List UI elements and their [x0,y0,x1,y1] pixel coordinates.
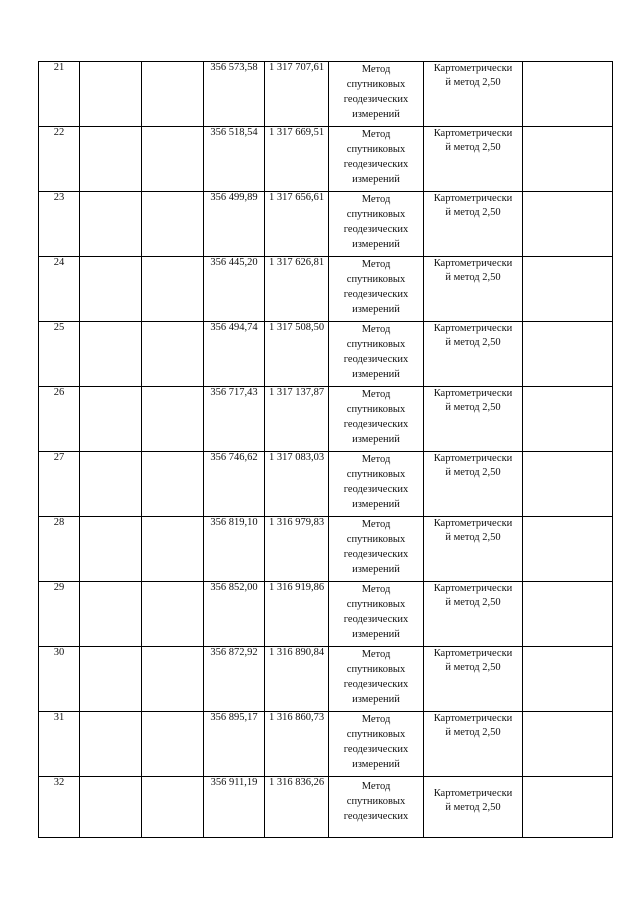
empty-cell [523,192,613,257]
accuracy-cell [424,517,523,582]
method-line: геодезических [343,289,409,300]
empty-cell [523,777,613,838]
method-line: Метод [361,324,391,335]
table-row [39,647,613,712]
method-line: Метод [361,649,391,660]
x-coordinate-cell: 356 872,92 [204,647,265,712]
point-number-cell: 26 [39,387,80,452]
empty-cell [142,127,204,192]
x-coordinate-cell: 356 746,62 [204,452,265,517]
empty-cell [523,322,613,387]
table-row [39,62,613,127]
point-number-cell: 32 [39,777,80,838]
accuracy-line: й метод 2,50 [445,727,501,738]
x-coordinate-cell: 356 518,54 [204,127,265,192]
y-coordinate-cell: 1 317 707,61 [265,62,329,127]
table-row [39,387,613,452]
empty-cell [80,647,142,712]
y-coordinate-cell: 1 317 137,87 [265,387,329,452]
accuracy-line: й метод 2,50 [445,402,501,413]
empty-cell [142,322,204,387]
empty-cell [142,517,204,582]
y-coordinate-cell: 1 316 979,83 [265,517,329,582]
empty-cell [80,582,142,647]
method-line: геодезических [343,744,409,755]
empty-cell [142,62,204,127]
method-line: спутниковых [346,79,406,90]
y-coordinate-cell: 1 317 656,61 [265,192,329,257]
coordinates-table [38,61,613,838]
method-line: геодезических [343,354,409,365]
accuracy-line: Картометрически [433,648,513,659]
method-line: спутниковых [346,404,406,415]
method-line: измерений [352,759,400,770]
method-cell [329,192,424,257]
point-number-cell: 21 [39,62,80,127]
empty-cell [523,257,613,322]
accuracy-line: Картометрически [433,193,513,204]
method-line: спутниковых [346,209,406,220]
point-number-cell: 23 [39,192,80,257]
empty-cell [142,777,204,838]
empty-cell [142,647,204,712]
accuracy-line: й метод 2,50 [445,207,501,218]
method-line: Метод [361,389,391,400]
method-line: геодезических [343,679,409,690]
method-line: спутниковых [346,144,406,155]
point-number-cell: 27 [39,452,80,517]
accuracy-cell [424,127,523,192]
accuracy-cell [424,647,523,712]
y-coordinate-cell: 1 316 860,73 [265,712,329,777]
accuracy-line: Картометрически [433,388,513,399]
accuracy-line: й метод 2,50 [445,532,501,543]
method-line: измерений [352,174,400,185]
table-body [39,62,613,838]
x-coordinate-cell: 356 717,43 [204,387,265,452]
method-cell [329,257,424,322]
method-line: геодезических [343,419,409,430]
method-line: спутниковых [346,534,406,545]
method-line: Метод [361,714,391,725]
empty-cell [523,452,613,517]
point-number-cell: 22 [39,127,80,192]
accuracy-line: й метод 2,50 [445,77,501,88]
method-line: Метод [361,519,391,530]
accuracy-cell [424,582,523,647]
method-line: Метод [361,259,391,270]
method-line: измерений [352,694,400,705]
empty-cell [142,582,204,647]
empty-cell [80,777,142,838]
point-number-cell: 31 [39,712,80,777]
accuracy-line: Картометрически [433,583,513,594]
accuracy-line: й метод 2,50 [445,802,501,813]
accuracy-line: Картометрически [433,788,513,799]
method-cell [329,452,424,517]
method-line: Метод [361,194,391,205]
point-number-cell: 24 [39,257,80,322]
x-coordinate-cell: 356 573,58 [204,62,265,127]
point-number-cell: 30 [39,647,80,712]
method-cell [329,387,424,452]
method-line: геодезических [343,549,409,560]
y-coordinate-cell: 1 317 626,81 [265,257,329,322]
x-coordinate-cell: 356 494,74 [204,322,265,387]
method-line: измерений [352,239,400,250]
accuracy-line: й метод 2,50 [445,597,501,608]
y-coordinate-cell: 1 316 919,86 [265,582,329,647]
table-row [39,257,613,322]
empty-cell [523,647,613,712]
method-line: измерений [352,564,400,575]
point-number-cell: 25 [39,322,80,387]
method-line: измерений [352,499,400,510]
method-line: спутниковых [346,729,406,740]
x-coordinate-cell: 356 852,00 [204,582,265,647]
accuracy-cell [424,777,523,838]
method-cell [329,127,424,192]
table-row [39,192,613,257]
accuracy-line: й метод 2,50 [445,337,501,348]
table-row [39,777,613,838]
accuracy-line: Картометрически [433,713,513,724]
accuracy-cell [424,452,523,517]
table-row [39,517,613,582]
accuracy-line: Картометрически [433,128,513,139]
method-line: Метод [361,454,391,465]
y-coordinate-cell: 1 316 890,84 [265,647,329,712]
empty-cell [523,517,613,582]
method-line: геодезических [343,484,409,495]
method-line: измерений [352,304,400,315]
accuracy-cell [424,387,523,452]
y-coordinate-cell: 1 317 508,50 [265,322,329,387]
accuracy-line: й метод 2,50 [445,142,501,153]
method-line: геодезических [343,224,409,235]
table-row [39,582,613,647]
x-coordinate-cell: 356 499,89 [204,192,265,257]
method-cell [329,517,424,582]
x-coordinate-cell: 356 445,20 [204,257,265,322]
method-line: измерений [352,434,400,445]
empty-cell [80,517,142,582]
accuracy-line: й метод 2,50 [445,467,501,478]
method-line: Метод [361,129,391,140]
table-row [39,322,613,387]
table-row [39,712,613,777]
accuracy-cell [424,712,523,777]
accuracy-cell [424,62,523,127]
accuracy-line: Картометрически [433,63,513,74]
y-coordinate-cell: 1 316 836,26 [265,777,329,838]
empty-cell [142,387,204,452]
accuracy-cell [424,257,523,322]
empty-cell [80,387,142,452]
y-coordinate-cell: 1 317 083,03 [265,452,329,517]
empty-cell [523,582,613,647]
method-cell [329,647,424,712]
method-line: спутниковых [346,274,406,285]
method-cell [329,62,424,127]
empty-cell [80,192,142,257]
empty-cell [80,452,142,517]
method-line: спутниковых [346,469,406,480]
accuracy-line: й метод 2,50 [445,272,501,283]
accuracy-line: Картометрически [433,258,513,269]
x-coordinate-cell: 356 819,10 [204,517,265,582]
method-line: измерений [352,369,400,380]
accuracy-line: Картометрически [433,453,513,464]
method-line: спутниковых [346,339,406,350]
method-cell [329,712,424,777]
empty-cell [523,712,613,777]
accuracy-cell [424,322,523,387]
x-coordinate-cell: 356 911,19 [204,777,265,838]
empty-cell [80,322,142,387]
empty-cell [142,192,204,257]
method-line: геодезических [343,94,409,105]
empty-cell [80,62,142,127]
method-line: спутниковых [346,664,406,675]
method-line: спутниковых [346,796,406,807]
empty-cell [80,257,142,322]
method-line: геодезических [343,159,409,170]
empty-cell [142,452,204,517]
method-line: геодезических [343,811,409,822]
empty-cell [523,62,613,127]
method-line: спутниковых [346,599,406,610]
point-number-cell: 29 [39,582,80,647]
accuracy-cell [424,192,523,257]
method-line: Метод [361,584,391,595]
x-coordinate-cell: 356 895,17 [204,712,265,777]
table-row [39,452,613,517]
empty-cell [142,712,204,777]
method-line: измерений [352,629,400,640]
empty-cell [80,127,142,192]
empty-cell [142,257,204,322]
method-cell [329,322,424,387]
y-coordinate-cell: 1 317 669,51 [265,127,329,192]
empty-cell [80,712,142,777]
accuracy-line: Картометрически [433,323,513,334]
empty-cell [523,387,613,452]
method-line: Метод [361,781,391,792]
empty-cell [523,127,613,192]
method-cell [329,582,424,647]
method-line: геодезических [343,614,409,625]
table-row [39,127,613,192]
method-cell [329,777,424,838]
method-line: Метод [361,64,391,75]
point-number-cell: 28 [39,517,80,582]
accuracy-line: й метод 2,50 [445,662,501,673]
method-line: измерений [352,109,400,120]
accuracy-line: Картометрически [433,518,513,529]
